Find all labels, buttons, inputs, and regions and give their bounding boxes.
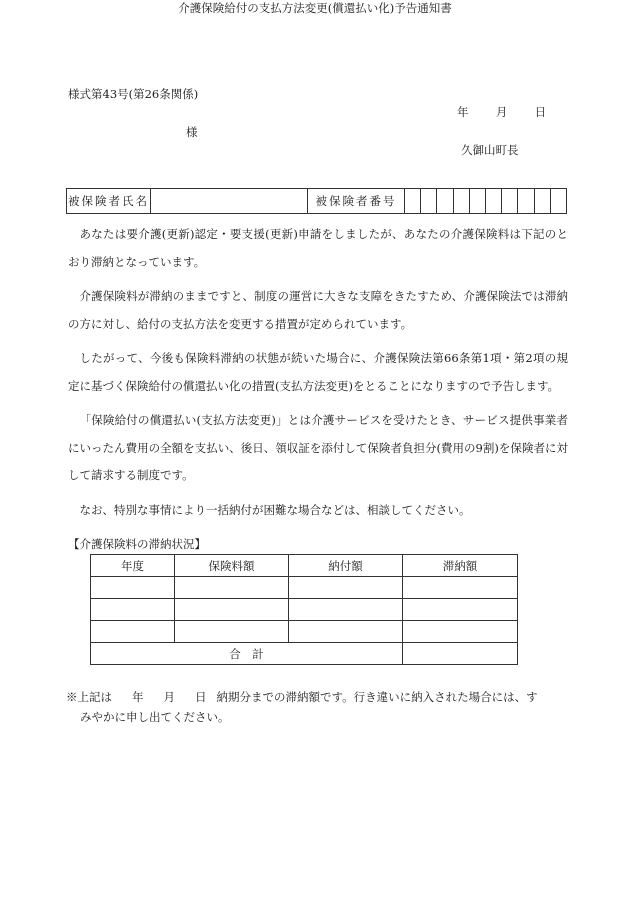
insured-number-digit-2[interactable] [421,189,437,214]
cell-paid-amount[interactable] [289,621,403,643]
cell-premium-amount[interactable] [175,577,289,599]
paragraph-arrears-notice: あなたは要介護(更新)認定・要支援(更新)申請をしましたが、あなたの介護保険料は下記のとおり滞納となっています。 [68,227,568,269]
column-header-arrears-amount: 滞納額 [403,555,518,577]
cell-fiscal-year[interactable] [91,621,175,643]
arrears-header-row [91,555,518,577]
footnote-month: 月 [163,690,175,704]
column-header-fiscal-year: 年度 [91,555,175,577]
cell-fiscal-year[interactable] [91,599,175,621]
table-row [91,577,518,599]
total-row [91,643,518,665]
cell-arrears-amount[interactable] [403,599,518,621]
insured-number-label: 被保険者番号 [308,189,405,214]
insured-number-digit-8[interactable] [518,189,534,214]
footnote [66,687,566,727]
insured-number-digit-9[interactable] [534,189,550,214]
notice-body [68,221,568,531]
issue-date [457,104,546,120]
insured-number-digit-5[interactable] [469,189,485,214]
cell-arrears-amount[interactable] [403,577,518,599]
paragraph-advance-notice: したがって、今後も保険料滞納の状態が続いた場合に、介護保険法第66条第1項・第2項の規定に基づく保険給付の償還払い化の措置(支払方法変更)をとることになりますので予告します。 [68,351,568,393]
date-day: 日 [534,105,547,119]
paragraph-legal-basis: 介護保険料が滞納のままですと、制度の運営に大きな支障をきたすため、介護保険法では滞納の方に対し、給付の支払方法を変更する措置が定められています。 [68,289,568,331]
insured-number-digit-1[interactable] [405,189,421,214]
table-row [91,621,518,643]
date-year: 年 [457,105,469,119]
insured-number-digit-10[interactable] [550,189,566,214]
arrears-section-label: 【介護保険料の滞納状況】 [68,537,206,551]
document-title: 介護保険給付の支払方法変更(償還払い化)予告通知書 [178,1,452,15]
cell-paid-amount[interactable] [289,599,403,621]
paragraph-consultation: なお、特別な事情により一括納付が困難な場合などは、相談してください。 [79,502,471,517]
cell-arrears-amount[interactable] [403,621,518,643]
footnote-suffix: 納期分までの滞納額です。行き違いに納入された場合には、す [216,690,538,704]
insured-id-table [66,188,567,214]
recipient-suffix: 様 [186,125,198,139]
column-header-premium-amount: 保険料額 [175,555,289,577]
cell-fiscal-year[interactable] [91,577,175,599]
total-arrears-amount[interactable] [403,643,518,665]
date-month: 月 [495,105,508,119]
arrears-table [90,554,518,665]
cell-premium-amount[interactable] [175,621,289,643]
paragraph-reimbursement-definition: 「保険給付の償還払い(支払方法変更)」とは介護サービスを受けたとき、サービス提供事業者にいったん費用の全額を支払い、後日、領収証を添付して保険者負担分(費用の9割)を保険者に対して請求する制度です。 [68,413,568,482]
footnote-prefix: ※上記は [66,690,112,704]
insured-number-digit-4[interactable] [453,189,469,214]
cell-premium-amount[interactable] [175,599,289,621]
issuer-name: 久御山町長 [461,143,519,157]
form-number: 様式第43号(第26条関係) [68,87,199,101]
footnote-year: 年 [132,690,144,704]
insured-name-label: 被保険者氏名 [67,189,151,214]
insured-number-digit-3[interactable] [437,189,453,214]
footnote-day: 日 [195,690,207,704]
insured-number-digit-7[interactable] [502,189,518,214]
table-row [91,599,518,621]
cell-paid-amount[interactable] [289,577,403,599]
footnote-line-1 [66,687,566,707]
total-label: 合 計 [91,643,403,665]
footnote-line-2: みやかに申し出てください。 [80,710,230,724]
insured-name-field[interactable] [151,189,308,214]
insured-number-digit-6[interactable] [485,189,501,214]
column-header-paid-amount: 納付額 [289,555,403,577]
